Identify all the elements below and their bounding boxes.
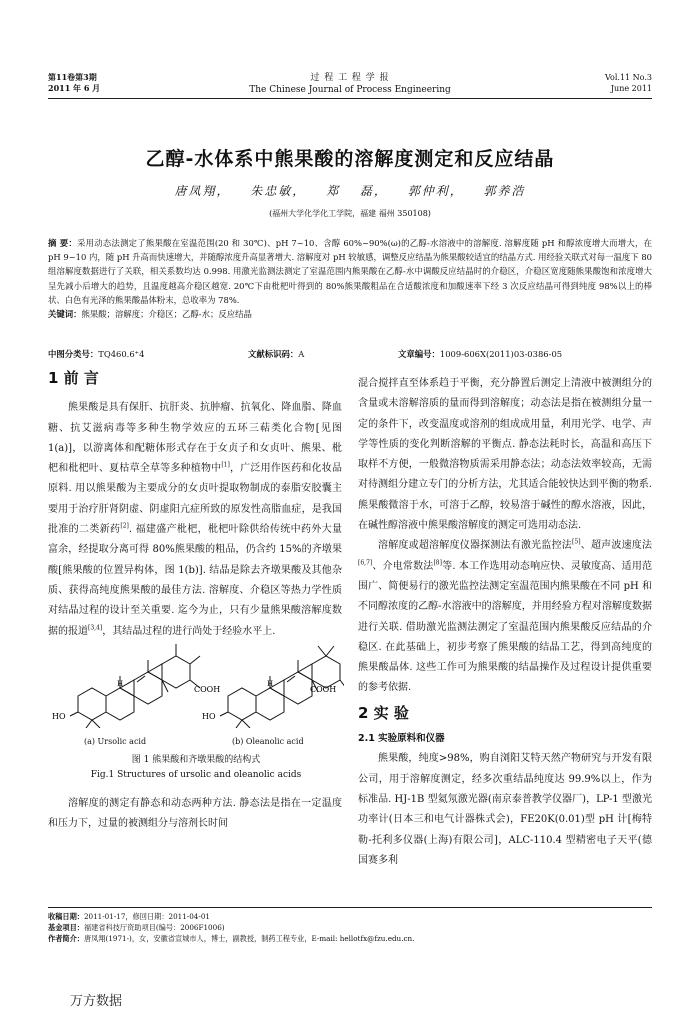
volume-cn: 第11卷第3期 <box>48 72 97 82</box>
article-no: 1009-606X(2011)03-0386-05 <box>439 349 563 359</box>
label-ursolic-acid: (a) Ursolic acid <box>84 737 147 746</box>
ref-2: [2] <box>120 522 129 530</box>
running-header <box>48 72 652 99</box>
ref-5: [5] <box>572 539 581 547</box>
keywords-label: 关键词： <box>48 309 82 320</box>
classification-line <box>48 348 652 360</box>
oleanolic-cooh-label: COOH <box>310 685 337 694</box>
ursolic-ho-label: HO <box>52 712 66 721</box>
caption-cn: 图 1 熊果酸和齐墩果酸的结构式 <box>131 755 261 765</box>
date-cn: 2011 年 6 月 <box>48 83 101 93</box>
figure-1-structures <box>48 616 344 728</box>
footnote <box>48 907 652 944</box>
watermark: 万方数据 <box>70 994 123 1009</box>
fund-text: 福建省科技厅资助项目(编号：2006F1006) <box>83 923 225 932</box>
intro-paragraph-3: 混合搅拌直至体系趋于平衡，充分静置后测定上清液中被测组分的含量或未溶解溶质的量而得到溶解度；动态法是指在被测组分量一定的条件下，改变温度或溶剂的组成成用量，利用光学、电学、声学等性质的变化判断溶解的平衡点. 静态法耗时长，高温和高压下取样不方便，一般微溶物质需采用静态法；动态法效率较高，无需对待测组分建立专门的分析方法，尤其适合能较快达到平衡的物系. 熊果酸微溶于水，可溶于乙醇，较易溶于碱性的醇水溶液，因此，在碱性醇溶液中熊果酸溶解度的测定可选用动态法. <box>358 378 652 532</box>
section-2-heading: 2 实 验 <box>358 703 409 722</box>
abstract <box>48 236 652 321</box>
doc-code: A <box>298 349 305 359</box>
figure-1-caption <box>48 734 344 783</box>
ref-3-4: [3,4] <box>88 624 103 632</box>
ursolic-acid-structure <box>70 644 200 728</box>
ref-8: [8] <box>433 559 442 567</box>
journal-name-cn: 过 程 工 程 学 报 <box>310 73 390 83</box>
right-column <box>358 374 652 871</box>
section-1-heading: 1 前 言 <box>48 369 99 387</box>
abstract-label: 摘 要： <box>48 238 77 248</box>
ref-6-7: [6,7] <box>358 559 373 567</box>
keywords-text: 熊果酸；溶解度；介稳区；乙醇-水；反应结晶 <box>81 309 252 320</box>
volume-en: Vol.11 No.3 <box>605 73 652 82</box>
label-oleanolic-acid: (b) Oleanolic acid <box>232 737 304 746</box>
intro-paragraph-4: 溶解度或超溶解度仪器探测法有激光监控法[5]、超声波速度法[6,7]、介电常数法[8]等. 本工作选用动态响应快、灵敏度高、适用范围广、简便易行的激光监控法测定室温范围内熊果酸在不同 pH 和不同醇浓度的乙醇-水溶液中的溶解度，并用经验方程对溶解度数据进行关联. 借助激光监测法测定了室温范围内熊果酸反应结晶的介稳区. 在此基础上，初步考察了熊果酸的结晶工艺，得到高纯度的熊果酸晶体. 这些工作可为熊果酸的结晶操作及过程设计提供重要的参考依据. <box>358 539 653 694</box>
author-bio-label: 作者简介： <box>48 934 84 943</box>
date-en: June 2011 <box>610 84 652 93</box>
clc-code: TQ460.6⁺4 <box>98 349 145 359</box>
fund-label: 基金项目： <box>48 923 84 932</box>
header-right <box>605 72 652 94</box>
oleanolic-ho-label: HO <box>202 712 216 721</box>
ursolic-cooh-label: COOH <box>194 685 221 694</box>
intro-paragraph-1: 熊果酸是具有保肝、抗肝炎、抗肿瘤、抗氧化、降血脂、降血糖、抗艾滋病毒等多种生物学效应的五环三萜类化合物[见图 1(a)]，以游离体和配糖体形式存在于女贞子和女贞叶、熊果、枇杷和枇杷叶、夏枯草全草等多种植物中[1]，广泛用作医药和化妆品原料. 用以熊果酸为主要成分的女贞叶提取物制成的泰脂安胶囊主要用于治疗肝肾阴虚、阴虚阳亢症所致的原发性高脂血症，是我国批准的二类新药[2]. 福建盛产枇杷，枇杷叶除供给传统中药外大量富余，经提取分离可得 80%熊果酸的粗品，仍含约 15%的齐墩果酸[熊果酸的位置异构体，图 1(b)]. 结晶是除去齐墩果酸及其他杂质、获得高纯度熊果酸的最佳方法. 溶解度、介稳区等热力学性质对结晶过程的设计至关重要. 迄今为止，只有少量熊果酸溶解度数据的报道[3,4]，其结晶过程的进行尚处于经验水平上. <box>48 402 343 637</box>
abstract-text: 采用动态法测定了熊果酸在室温范围(20 和 30℃)、pH 7~10、含醇 60%~90%(ω)的乙醇-水溶液中的溶解度. 溶解度随 pH 和醇浓度增大而增大，在 pH 9~10 内，随 pH 升高而快速增大，并随醇浓度升高显著增大. 溶解度对 pH 较敏感，调整反应结晶为熊果酸较适宜的结晶方式. 用经验关联式对每一温度下 80 组溶解度数据进行了关联，相关系数均达 0.998. 用激光监测法测定了室温范围内熊果酸在乙醇-水中调酸反应结晶时的介稳区，介稳区宽度随熊果酸饱和浓度增大呈先减小后增大的趋势，且温度越高介稳区越宽. 20℃下由枇杷叶得到的 80%熊果酸粗品在合适酸浓度和加酸速率下经 3 次反应结晶可得到纯度 98%以上的棒状、白色有光泽的熊果酸晶体粉末，总收率为 78%. <box>48 238 652 305</box>
materials-paragraph: 熊果酸，纯度>98%，购自浏阳艾特天然产物研究与开发有限公司，用于溶解度测定，经多次重结晶纯度达 99.9%以上，作为标准品. HJ-1B 型氦氖激光器(南京泰普教学仪器厂)，LP-1 型激光功率计(日本三和电气计器株式会)，FE20K(0.01)型 pH 计[梅特勒-托利多仪器(上海)有限公司]，ALC-110.4 型精密电子天平(德国赛多利 <box>358 753 652 866</box>
received-dates: 2011-01-17，修回日期：2011-04-01 <box>83 912 210 921</box>
doc-code-label: 文献标识码： <box>248 349 299 359</box>
oleanolic-h-label: H <box>267 680 274 688</box>
journal-name-en: The Chinese Journal of Process Engineering <box>249 85 451 95</box>
caption-en: Fig.1 Structures of ursolic and oleanolic acids <box>90 770 302 780</box>
intro-paragraph-2: 溶解度的测定有静态和动态两种方法. 静态法是指在一定温度和压力下，过量的被测组分与溶剂长时间 <box>48 798 342 830</box>
author-bio-text: 唐凤翔(1971-)，女，安徽省宣城市人，博士，副教授，制药工程专业，E-mail: hellotfx@fzu.edu.cn. <box>83 934 415 943</box>
received-label: 收稿日期： <box>48 912 84 921</box>
paper-title: 乙醇-水体系中熊果酸的溶解度测定和反应结晶 <box>145 148 555 170</box>
article-no-label: 文章编号： <box>398 349 440 359</box>
header-center <box>48 72 652 96</box>
left-column-bottom <box>48 794 342 835</box>
author-list: 唐凤翔， 朱忠敏， 郑 磊， 郭仲利， 郭养浩 <box>174 184 526 198</box>
ref-1: [1] <box>221 461 230 469</box>
ursolic-h-label: H <box>117 680 124 688</box>
left-column <box>48 368 342 642</box>
subsection-2-1-heading: 2.1 实验原料和仪器 <box>358 733 445 745</box>
affiliation: (福州大学化学化工学院，福建 福州 350108) <box>269 209 431 218</box>
clc-label: 中图分类号： <box>48 349 99 359</box>
